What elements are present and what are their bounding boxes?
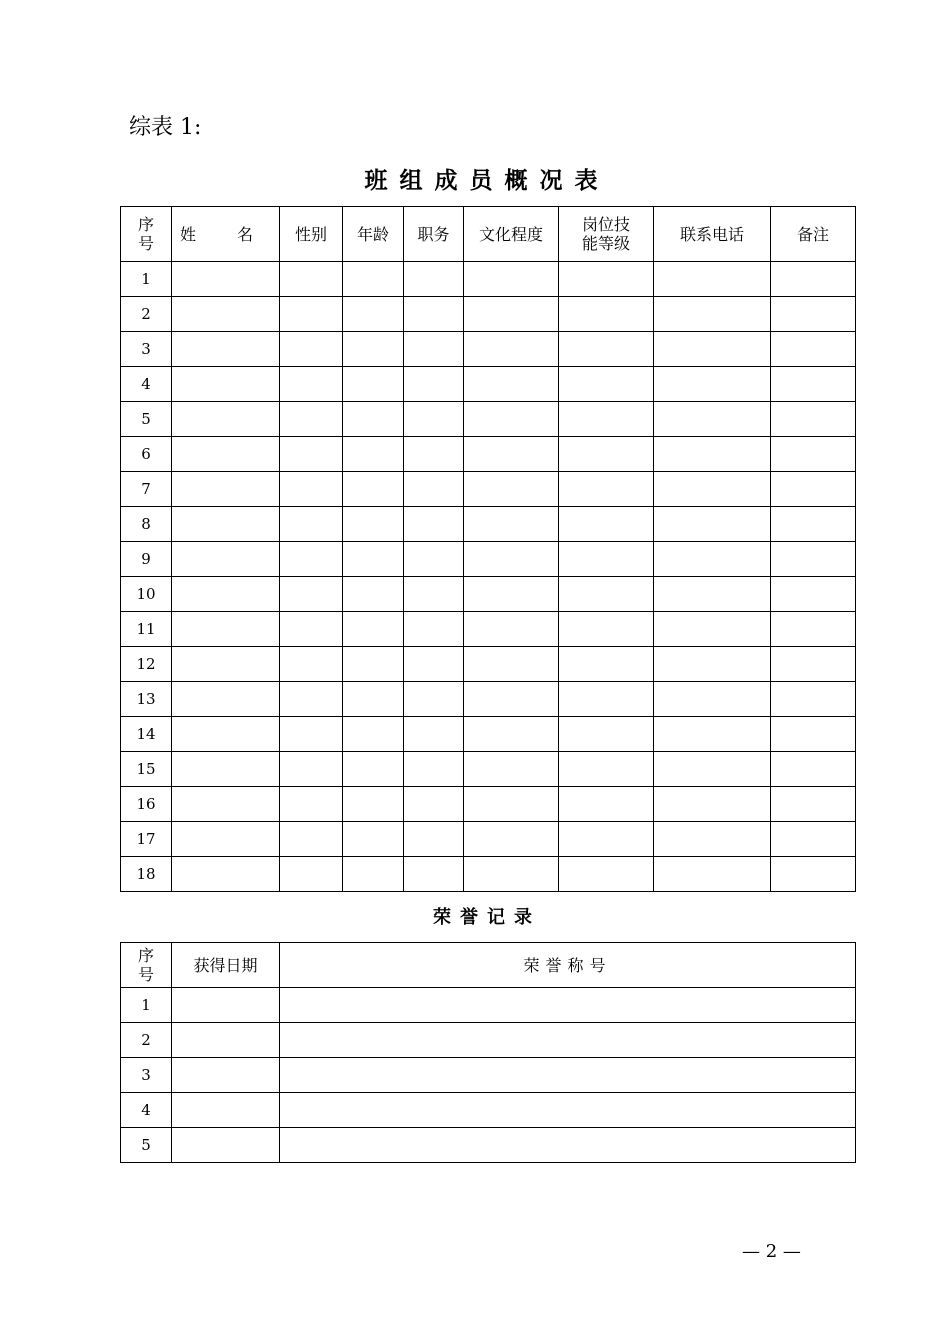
header-skill-level — [559, 207, 654, 262]
members-cell[interactable] — [464, 297, 559, 332]
members-cell[interactable] — [404, 402, 464, 437]
members-cell[interactable] — [559, 542, 654, 577]
members-cell[interactable] — [343, 857, 404, 892]
members-cell[interactable] — [654, 472, 771, 507]
honors-row — [121, 1023, 856, 1058]
members-cell[interactable] — [404, 577, 464, 612]
members-row — [121, 647, 856, 682]
members-cell[interactable] — [464, 507, 559, 542]
members-cell[interactable] — [771, 752, 856, 787]
members-cell[interactable] — [343, 787, 404, 822]
members-cell[interactable] — [404, 542, 464, 577]
members-cell[interactable] — [559, 437, 654, 472]
members-cell[interactable] — [343, 472, 404, 507]
members-cell[interactable] — [172, 717, 280, 752]
members-cell[interactable] — [464, 402, 559, 437]
members-row — [121, 787, 856, 822]
members-cell[interactable] — [343, 402, 404, 437]
members-cell[interactable] — [464, 682, 559, 717]
members-cell[interactable] — [404, 507, 464, 542]
members-table-title: 班组成员概况表 — [364, 167, 610, 194]
members-cell[interactable] — [559, 297, 654, 332]
members-cell[interactable] — [343, 367, 404, 402]
honors-row-number: 2 — [121, 1023, 172, 1058]
members-cell[interactable] — [559, 332, 654, 367]
members-cell[interactable] — [280, 297, 343, 332]
honors-cell[interactable] — [280, 1093, 856, 1128]
members-cell[interactable] — [654, 647, 771, 682]
honors-cell[interactable] — [172, 1093, 280, 1128]
members-cell[interactable] — [464, 332, 559, 367]
members-row-number: 4 — [121, 367, 172, 402]
members-row — [121, 507, 856, 542]
honors-cell[interactable] — [280, 1023, 856, 1058]
members-cell[interactable] — [464, 542, 559, 577]
members-cell[interactable] — [771, 402, 856, 437]
members-cell[interactable] — [464, 437, 559, 472]
honors-row-number: 4 — [121, 1093, 172, 1128]
honors-header-title: 荣誉称号 — [280, 943, 856, 988]
header-phone: 联系电话 — [654, 207, 771, 262]
honors-cell[interactable] — [280, 1128, 856, 1163]
members-cell[interactable] — [771, 682, 856, 717]
members-cell[interactable] — [654, 857, 771, 892]
header-seq-line-2: 号 — [137, 234, 154, 253]
members-cell[interactable] — [654, 787, 771, 822]
members-cell[interactable] — [172, 507, 280, 542]
members-cell[interactable] — [172, 577, 280, 612]
members-cell[interactable] — [343, 332, 404, 367]
header-gender: 性别 — [280, 207, 343, 262]
members-cell[interactable] — [343, 437, 404, 472]
members-cell[interactable] — [404, 437, 464, 472]
members-cell[interactable] — [771, 717, 856, 752]
members-row-number: 5 — [121, 402, 172, 437]
members-cell[interactable] — [464, 717, 559, 752]
members-row — [121, 297, 856, 332]
members-cell[interactable] — [654, 542, 771, 577]
members-row-number: 3 — [121, 332, 172, 367]
honors-row — [121, 1058, 856, 1093]
members-cell[interactable] — [280, 682, 343, 717]
members-cell[interactable] — [343, 507, 404, 542]
members-cell[interactable] — [404, 332, 464, 367]
members-cell[interactable] — [404, 752, 464, 787]
members-row-number: 1 — [121, 262, 172, 297]
members-cell[interactable] — [172, 752, 280, 787]
members-row — [121, 822, 856, 857]
members-cell[interactable] — [280, 472, 343, 507]
members-cell[interactable] — [654, 822, 771, 857]
members-cell[interactable] — [559, 647, 654, 682]
members-cell[interactable] — [280, 332, 343, 367]
honors-cell[interactable] — [172, 988, 280, 1023]
members-cell[interactable] — [559, 402, 654, 437]
members-cell[interactable] — [654, 682, 771, 717]
members-cell[interactable] — [404, 472, 464, 507]
header-seq-line-1: 序 — [137, 215, 154, 234]
members-cell[interactable] — [280, 402, 343, 437]
members-cell[interactable] — [654, 612, 771, 647]
members-cell[interactable] — [559, 367, 654, 402]
honors-cell[interactable] — [172, 1023, 280, 1058]
members-row-number: 11 — [121, 612, 172, 647]
members-cell[interactable] — [559, 682, 654, 717]
members-cell[interactable] — [771, 472, 856, 507]
members-cell[interactable] — [172, 367, 280, 402]
members-row — [121, 472, 856, 507]
members-row-number: 13 — [121, 682, 172, 717]
members-row — [121, 717, 856, 752]
members-cell[interactable] — [464, 857, 559, 892]
header-name: 姓 名 — [172, 207, 280, 262]
members-cell[interactable] — [172, 297, 280, 332]
honors-row-number: 5 — [121, 1128, 172, 1163]
members-cell[interactable] — [280, 577, 343, 612]
members-row-number: 2 — [121, 297, 172, 332]
members-row — [121, 367, 856, 402]
members-cell[interactable] — [172, 472, 280, 507]
members-cell[interactable] — [172, 822, 280, 857]
members-cell[interactable] — [654, 577, 771, 612]
members-cell[interactable] — [404, 262, 464, 297]
members-cell[interactable] — [343, 612, 404, 647]
members-cell[interactable] — [654, 332, 771, 367]
members-cell[interactable] — [172, 647, 280, 682]
header-skill-line-1: 岗位技 — [581, 215, 630, 234]
members-cell[interactable] — [172, 857, 280, 892]
members-row — [121, 857, 856, 892]
members-cell[interactable] — [464, 262, 559, 297]
members-cell[interactable] — [771, 647, 856, 682]
honors-row — [121, 988, 856, 1023]
members-cell[interactable] — [280, 507, 343, 542]
members-cell[interactable] — [280, 822, 343, 857]
members-row-number: 15 — [121, 752, 172, 787]
members-row-number: 18 — [121, 857, 172, 892]
members-row — [121, 262, 856, 297]
members-cell[interactable] — [343, 297, 404, 332]
members-cell[interactable] — [559, 752, 654, 787]
members-row-number: 17 — [121, 822, 172, 857]
honors-header-seq-line-1: 序 — [137, 946, 154, 965]
members-cell[interactable] — [464, 577, 559, 612]
members-cell[interactable] — [559, 857, 654, 892]
honors-row-number: 1 — [121, 988, 172, 1023]
members-row — [121, 542, 856, 577]
members-row — [121, 682, 856, 717]
members-cell[interactable] — [654, 297, 771, 332]
members-cell[interactable] — [559, 717, 654, 752]
members-cell[interactable] — [654, 437, 771, 472]
members-row — [121, 437, 856, 472]
members-cell[interactable] — [280, 367, 343, 402]
members-cell[interactable] — [404, 367, 464, 402]
members-cell[interactable] — [404, 612, 464, 647]
members-cell[interactable] — [404, 297, 464, 332]
members-table — [120, 206, 856, 892]
members-cell[interactable] — [280, 542, 343, 577]
honors-row — [121, 1128, 856, 1163]
members-cell[interactable] — [771, 367, 856, 402]
members-row-number: 6 — [121, 437, 172, 472]
members-row — [121, 332, 856, 367]
members-cell[interactable] — [771, 437, 856, 472]
members-row — [121, 752, 856, 787]
members-row-number: 8 — [121, 507, 172, 542]
members-row-number: 9 — [121, 542, 172, 577]
members-cell[interactable] — [654, 367, 771, 402]
members-row-number: 10 — [121, 577, 172, 612]
members-cell[interactable] — [343, 822, 404, 857]
members-row-number: 12 — [121, 647, 172, 682]
members-cell[interactable] — [172, 682, 280, 717]
honors-header-seq-line-2: 号 — [137, 965, 154, 984]
honors-header-date: 获得日期 — [172, 943, 280, 988]
header-age: 年龄 — [343, 207, 404, 262]
members-cell[interactable] — [654, 402, 771, 437]
members-cell[interactable] — [464, 612, 559, 647]
members-cell[interactable] — [343, 577, 404, 612]
members-cell[interactable] — [559, 472, 654, 507]
members-row — [121, 612, 856, 647]
members-cell[interactable] — [404, 682, 464, 717]
members-cell[interactable] — [343, 262, 404, 297]
members-cell[interactable] — [464, 647, 559, 682]
members-cell[interactable] — [280, 612, 343, 647]
members-cell[interactable] — [771, 542, 856, 577]
members-cell[interactable] — [343, 752, 404, 787]
honors-row — [121, 1093, 856, 1128]
members-cell[interactable] — [559, 612, 654, 647]
members-cell[interactable] — [343, 717, 404, 752]
honors-header-row — [121, 943, 856, 988]
members-cell[interactable] — [464, 822, 559, 857]
members-cell[interactable] — [654, 262, 771, 297]
honors-cell[interactable] — [172, 1128, 280, 1163]
members-cell[interactable] — [280, 787, 343, 822]
members-cell[interactable] — [559, 787, 654, 822]
members-cell[interactable] — [404, 787, 464, 822]
members-cell[interactable] — [280, 752, 343, 787]
members-cell[interactable] — [404, 857, 464, 892]
members-cell[interactable] — [464, 787, 559, 822]
members-cell[interactable] — [280, 857, 343, 892]
members-cell[interactable] — [280, 437, 343, 472]
members-row-number: 14 — [121, 717, 172, 752]
page-number: — 2 — — [742, 1241, 801, 1262]
members-cell[interactable] — [172, 402, 280, 437]
members-cell[interactable] — [771, 297, 856, 332]
members-cell[interactable] — [172, 437, 280, 472]
members-cell[interactable] — [280, 717, 343, 752]
members-cell[interactable] — [172, 332, 280, 367]
members-cell[interactable] — [343, 542, 404, 577]
members-cell[interactable] — [280, 647, 343, 682]
members-row-number: 7 — [121, 472, 172, 507]
members-cell[interactable] — [559, 262, 654, 297]
header-seq — [121, 207, 172, 262]
document-label: 综表 1: — [129, 115, 202, 140]
header-position: 职务 — [404, 207, 464, 262]
members-cell[interactable] — [343, 682, 404, 717]
members-row — [121, 577, 856, 612]
honors-cell[interactable] — [172, 1058, 280, 1093]
members-cell[interactable] — [559, 507, 654, 542]
members-header-row — [121, 207, 856, 262]
members-cell[interactable] — [172, 612, 280, 647]
honors-header-seq — [121, 943, 172, 988]
members-cell[interactable] — [280, 262, 343, 297]
header-skill-line-2: 能等级 — [581, 234, 630, 253]
members-row-number: 16 — [121, 787, 172, 822]
members-cell[interactable] — [464, 472, 559, 507]
members-cell[interactable] — [464, 752, 559, 787]
members-cell[interactable] — [172, 262, 280, 297]
members-cell[interactable] — [771, 822, 856, 857]
honors-table — [120, 942, 856, 1163]
members-cell[interactable] — [559, 577, 654, 612]
header-remarks: 备注 — [771, 207, 856, 262]
members-cell[interactable] — [771, 332, 856, 367]
members-cell[interactable] — [771, 857, 856, 892]
honors-cell[interactable] — [280, 1058, 856, 1093]
members-cell[interactable] — [654, 717, 771, 752]
header-education: 文化程度 — [464, 207, 559, 262]
members-cell[interactable] — [771, 262, 856, 297]
members-cell[interactable] — [464, 367, 559, 402]
members-cell[interactable] — [404, 647, 464, 682]
members-cell[interactable] — [654, 752, 771, 787]
members-cell[interactable] — [771, 787, 856, 822]
members-cell[interactable] — [771, 507, 856, 542]
honors-table-title: 荣誉记录 — [433, 907, 541, 928]
members-row — [121, 402, 856, 437]
members-cell[interactable] — [771, 577, 856, 612]
members-cell[interactable] — [404, 822, 464, 857]
honors-cell[interactable] — [280, 988, 856, 1023]
members-cell[interactable] — [172, 542, 280, 577]
members-cell[interactable] — [654, 507, 771, 542]
members-cell[interactable] — [559, 822, 654, 857]
members-cell[interactable] — [172, 787, 280, 822]
members-cell[interactable] — [771, 612, 856, 647]
honors-row-number: 3 — [121, 1058, 172, 1093]
members-cell[interactable] — [343, 647, 404, 682]
members-cell[interactable] — [404, 717, 464, 752]
